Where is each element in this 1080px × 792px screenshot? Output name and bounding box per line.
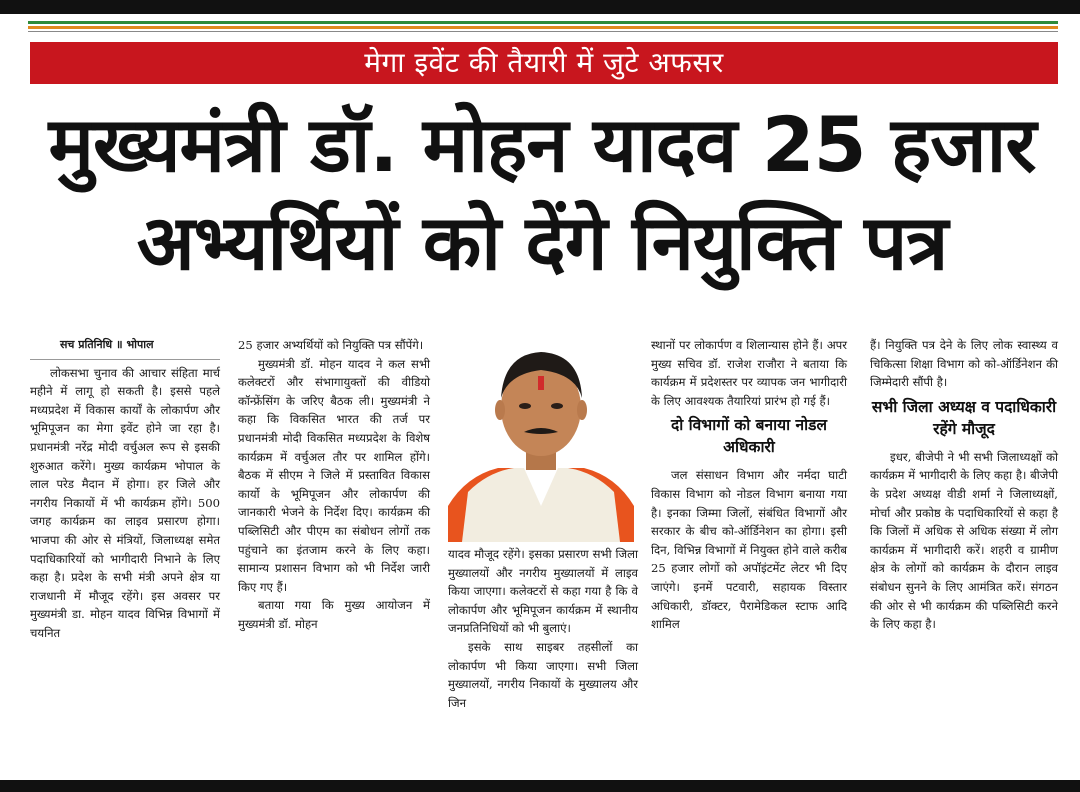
headline-line-2: अभ्यर्थियों को देंगे नियुक्ति पत्र <box>136 198 948 287</box>
portrait-illustration <box>448 336 634 542</box>
byline: सच प्रतिनिधि ॥ भोपाल <box>30 336 220 360</box>
headline <box>22 96 1062 292</box>
portrait-photo <box>448 336 634 542</box>
subheading-nodal: दो विभागों को बनाया नोडल अधिकारी <box>671 416 827 457</box>
headline-line-1: मुख्यमंत्री डॉ. मोहन यादव 25 हजार <box>48 100 1036 189</box>
column-5-text-a: हैं। नियुक्ति पत्र देने के लिए लोक स्वास्थ्य व चिकित्सा शिक्षा विभाग को को-ऑर्डिनेशन की जिम्मेदारी सौंपी है। <box>870 338 1058 390</box>
article-column-1 <box>30 336 220 643</box>
column-2-text-c: बताया गया कि मुख्य आयोजन में मुख्यमंत्री डॉ. मोहन <box>238 598 430 631</box>
bottom-border <box>0 780 1080 792</box>
column-2-text-b: मुख्यमंत्री डॉ. मोहन यादव ने कल सभी कलेक्टरों और संभागायुक्तों की वीडियो कॉन्फ्रेंसिंग के जरिए बैठक ली। मुख्यमंत्री ने कहा कि विकसित भारत की तर्ज पर प्रधानमंत्री मोदी विकसित मध्यप्रदेश के विशेष कार्यक्रम में वर्चुअल तौर पर शामिल होंगे। बैठक में सीएम ने जिले में प्रस्तावित विकास कार्यो के भूमिपूजन और लोकार्पण की जानकारी भेजने के निर्देश दिए। कार्यक्रम की पब्लिसिटी और पीएम का संबोधन लोगों तक पहुंचाने का इंतजाम करने के लिए कहा। सामान्य प्रशासन विभाग को भी निर्देश जारी किए गए हैं। <box>238 356 430 594</box>
subheading-bjp: सभी जिला अध्यक्ष व पदाधिकारी रहेंगे मौजूद <box>871 397 1057 438</box>
top-border <box>0 0 1080 14</box>
column-4-text-a: स्थानों पर लोकार्पण व शिलान्यास होने हैं। अपर मुख्य सचिव डॉ. राजेश राजौरा ने बताया कि कार्यक्रम में प्रदेशस्तर पर व्यापक जन भागीदारी के लिए आवश्यक तैयारियां प्रारंभ हो गई हैं। <box>651 338 847 408</box>
article-column-5 <box>870 336 1058 634</box>
column-4-text-b: जल संसाधन विभाग और नर्मदा घाटी विकास विभाग को नोडल विभाग बनाया गया है। इनका जिम्मा जिलों, संबंधित विभागों और सरकार के बीच को-ऑर्डिनेशन का होगा। इसी दिन, विभिन्न विभागों में नियुक्त होने वाले करीब 25 हजार लोगों को अपॉइंटमेंट लेटर भी दिए जाएंगे। इनमें पटवारी, सहायक विस्तार अधिकारी, डॉक्टर, पैरामेडिकल स्टाफ आदि शामिल <box>651 468 847 632</box>
saffron-rule <box>28 26 1058 29</box>
thin-rule <box>28 31 1058 32</box>
column-3-text-a: यादव मौजूद रहेंगे। इसका प्रसारण सभी जिला मुख्यालयों और नगरीय मुख्यालयों में लाइव किया जाएगा। कलेक्टरों से कहा गया है कि वे लोकार्पण और भूमिपूजन कार्यक्रम में स्थानीय जनप्रतिनिधियों को भी बुलाएं। <box>448 547 638 636</box>
green-rule <box>28 21 1058 24</box>
kicker-banner: मेगा इवेंट की तैयारी में जुटे अफसर <box>30 42 1058 84</box>
article-column-4 <box>651 336 847 634</box>
column-5-text-b: इधर, बीजेपी ने भी सभी जिलाध्यक्षों को कार्यक्रम में भागीदारी के लिए कहा है। बीजेपी के प्रदेश अध्यक्ष वीडी शर्मा ने जिलाध्यक्षों, मोर्चा और प्रकोष्ठ के पदाधिकारियों से कहा है कि जिलों में अधिक से अधिक संख्या में लोग कार्यक्रम में भागीदारी करें। शहरी व ग्रामीण क्षेत्र के लोगों को कार्यक्रम के दौरान लाइव संबोधन सुनने के लिए आमंत्रित करें। संगठन की ओर से भी कार्यक्रम की पब्लिसिटी करने के लिए कहा है। <box>870 449 1058 632</box>
article-column-3 <box>448 545 638 712</box>
column-2-text-a: 25 हजार अभ्यर्थियों को नियुक्ति पत्र सौंपेंगे। <box>238 338 424 352</box>
article-column-2 <box>238 336 430 634</box>
column-1-text: लोकसभा चुनाव की आचार संहिता मार्च महीने में लागू हो सकती है। इससे पहले मध्यप्रदेश में विकास कार्यों के लोकार्पण और भूमिपूजन का मेगा इवेंट होने जा रहा है। प्रधानमंत्री नरेंद्र मोदी वर्चुअल रूप से इसकी शुरुआत करेंगे। मुख्य कार्यक्रम भोपाल के लाल परेड मैदान में होगा। हर जिले और नगरीय निकायों में भी कार्यक्रम होंगे। 500 जगह कार्यक्रम का लाइव प्रसारण होगा। भाजपा की ओर से मंत्रियों, जिलाध्यक्ष समेत पदाधिकारियों को भागीदारी निभाने के लिए कहा है। प्रदेश के सभी मंत्री अपने क्षेत्र या राजधानी में मौजूद रहेंगे। इस अवसर पर मुख्यमंत्री डा. मोहन यादव विभिन्न विभागों में चयनित <box>30 365 220 640</box>
column-3-text-b: इसके साथ साइबर तहसीलों का लोकार्पण भी किया जाएगा। सभी जिला मुख्यालयों, नगरीय निकायों के मुख्यालय और जिन <box>448 639 638 710</box>
